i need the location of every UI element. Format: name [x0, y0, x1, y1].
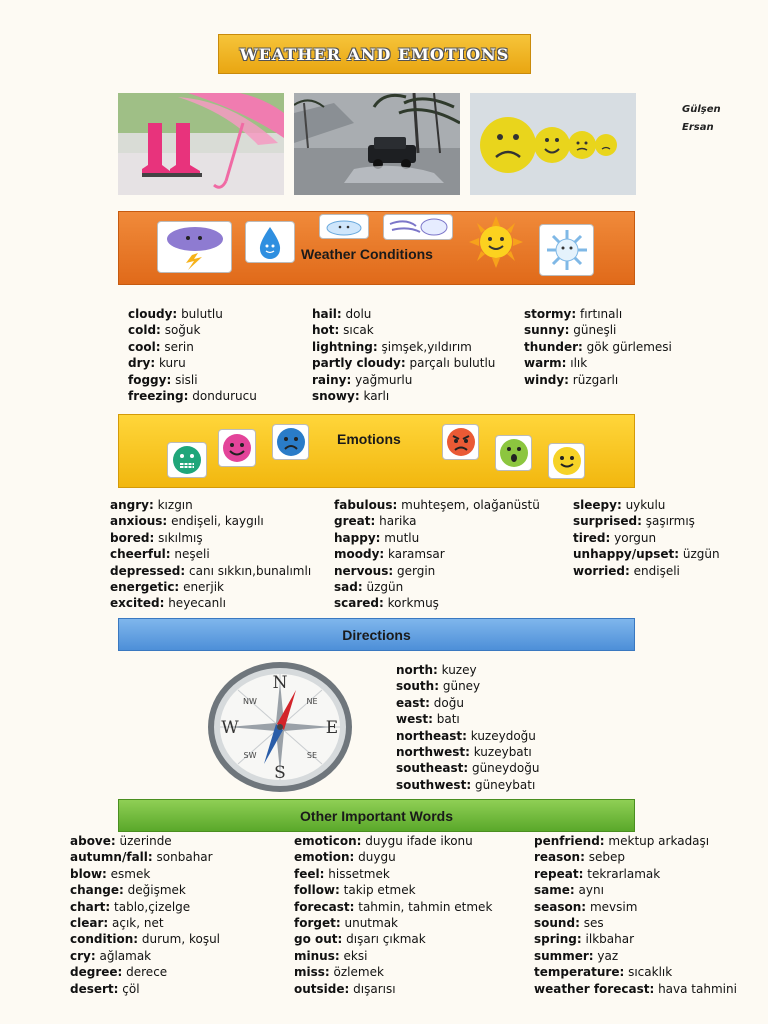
- author-first-name: Gülşen: [682, 104, 721, 115]
- list-item: bored: sıkılmış: [110, 530, 203, 545]
- compass-n: N: [272, 673, 288, 693]
- list-item: excited: heyecanlı: [110, 596, 226, 611]
- partly-cloudy-icon: [319, 214, 369, 239]
- list-item: lightning: şimşek,yıldırım: [312, 339, 472, 354]
- emotions-column-1: [110, 497, 311, 612]
- list-item: east: doğu: [396, 695, 464, 710]
- weather-conditions-title: Weather Conditions: [301, 246, 433, 262]
- other-words-column-2: [294, 833, 492, 997]
- page-title-box: [218, 34, 531, 74]
- emotion-balls-photo: [470, 93, 636, 195]
- other-words-column-3: [534, 833, 737, 997]
- list-item: hot: sıcak: [312, 323, 374, 338]
- snowflake-icon: [539, 224, 594, 276]
- list-item: temperature: sıcaklık: [534, 965, 673, 980]
- list-item: follow: takip etmek: [294, 883, 416, 898]
- list-item: cold: soğuk: [128, 323, 201, 338]
- list-item: chart: tablo,çizelge: [70, 899, 191, 914]
- list-item: thunder: gök gürlemesi: [524, 339, 672, 354]
- list-item: anxious: endişeli, kaygılı: [110, 514, 264, 529]
- list-item: warm: ılık: [524, 356, 588, 371]
- compass-se: SE: [306, 751, 318, 760]
- emotions-column-2: [334, 497, 540, 612]
- sad-blue-face-icon: [272, 424, 309, 460]
- nervous-face-icon: [167, 442, 207, 478]
- list-item: unhappy/upset: üzgün: [573, 547, 720, 562]
- emotions-title: Emotions: [337, 431, 401, 447]
- compass-icon: [206, 660, 354, 794]
- list-item: foggy: sisli: [128, 372, 198, 387]
- list-item: surprised: şaşırmış: [573, 514, 695, 529]
- list-item: south: güney: [396, 679, 481, 694]
- list-item: forget: unutmak: [294, 916, 398, 931]
- list-item: angry: kızgın: [110, 498, 193, 512]
- list-item: tired: yorgun: [573, 530, 657, 545]
- list-item: dry: kuru: [128, 356, 186, 371]
- list-item: same: aynı: [534, 883, 604, 898]
- angry-face-icon: [442, 424, 479, 460]
- list-item: southeast: güneydoğu: [396, 761, 540, 776]
- list-item: season: mevsim: [534, 899, 638, 914]
- list-item: desert: çöl: [70, 981, 140, 996]
- list-item: west: batı: [396, 712, 460, 727]
- list-item: sunny: güneşli: [524, 323, 617, 338]
- list-item: partly cloudy: parçalı bulutlu: [312, 356, 496, 371]
- list-item: go out: dışarı çıkmak: [294, 932, 426, 947]
- weather-column-3: [524, 306, 672, 388]
- thunderstorm-cloud-icon: [157, 221, 232, 273]
- compass-s: S: [274, 763, 286, 783]
- list-item: above: üzerinde: [70, 834, 172, 848]
- list-item: clear: açık, net: [70, 916, 164, 931]
- list-item: rainy: yağmurlu: [312, 372, 413, 387]
- wind-cloud-icon: [383, 214, 453, 240]
- list-item: cloudy: bulutlu: [128, 307, 223, 321]
- weather-column-1: [128, 306, 257, 404]
- other-words-banner: [118, 799, 635, 832]
- list-item: cool: serin: [128, 339, 194, 354]
- list-item: condition: durum, koşul: [70, 932, 221, 947]
- list-item: southwest: güneybatı: [396, 777, 536, 792]
- list-item: nervous: gergin: [334, 563, 436, 578]
- list-item: worried: endişeli: [573, 563, 680, 578]
- list-item: stormy: fırtınalı: [524, 307, 623, 321]
- directions-banner: [118, 618, 635, 651]
- raindrop-icon: [245, 221, 295, 263]
- list-item: depressed: canı sıkkın,bunalımlı: [110, 563, 312, 578]
- list-item: repeat: tekrarlamak: [534, 866, 661, 881]
- list-item: feel: hissetmek: [294, 866, 390, 881]
- list-item: hail: dolu: [312, 307, 372, 321]
- list-item: energetic: enerjik: [110, 580, 224, 595]
- author-last-name: Ersan: [682, 122, 714, 133]
- storm-car-photo: [294, 93, 460, 195]
- list-item: emotion: duygu: [294, 850, 396, 865]
- other-words-title: Other Important Words: [300, 807, 453, 824]
- list-item: change: değişmek: [70, 883, 186, 898]
- compass-ne: NE: [306, 697, 318, 706]
- list-item: northeast: kuzeydoğu: [396, 728, 536, 743]
- list-item: minus: eksi: [294, 948, 368, 963]
- list-item: forecast: tahmin, tahmin etmek: [294, 899, 493, 914]
- list-item: cheerful: neşeli: [110, 547, 210, 562]
- list-item: emoticon: duygu ifade ikonu: [294, 834, 473, 848]
- page-title: WEATHER AND EMOTIONS: [239, 44, 510, 64]
- compass-nw: NW: [243, 697, 257, 706]
- compass-sw: SW: [243, 751, 257, 760]
- surprised-face-icon: [495, 435, 532, 471]
- rain-boots-umbrella-photo: [118, 93, 284, 195]
- other-words-column-1: [70, 833, 220, 997]
- list-item: miss: özlemek: [294, 965, 384, 980]
- list-item: reason: sebep: [534, 850, 625, 865]
- list-item: northwest: kuzeybatı: [396, 745, 532, 760]
- directions-title: Directions: [342, 626, 411, 643]
- list-item: summer: yaz: [534, 948, 619, 963]
- list-item: blow: esmek: [70, 866, 151, 881]
- list-item: north: kuzey: [396, 663, 477, 677]
- list-item: great: harika: [334, 514, 417, 529]
- list-item: outside: dışarısı: [294, 981, 396, 996]
- directions-list: [396, 662, 539, 793]
- happy-pink-face-icon: [218, 429, 256, 467]
- list-item: scared: korkmuş: [334, 596, 439, 611]
- emotions-column-3: [573, 497, 720, 579]
- list-item: windy: rüzgarlı: [524, 372, 619, 387]
- sun-icon: [468, 216, 524, 268]
- weather-column-2: [312, 306, 495, 404]
- list-item: sad: üzgün: [334, 580, 404, 595]
- list-item: degree: derece: [70, 965, 168, 980]
- list-item: penfriend: mektup arkadaşı: [534, 834, 710, 848]
- list-item: fabulous: muhteşem, olağanüstü: [334, 498, 540, 512]
- author-name: [682, 101, 742, 137]
- list-item: spring: ilkbahar: [534, 932, 635, 947]
- compass-e: E: [325, 718, 339, 738]
- list-item: autumn/fall: sonbahar: [70, 850, 213, 865]
- list-item: weather forecast: hava tahmini: [534, 981, 737, 996]
- list-item: cry: ağlamak: [70, 948, 152, 963]
- list-item: sleepy: uykulu: [573, 498, 666, 512]
- list-item: freezing: dondurucu: [128, 389, 257, 404]
- list-item: moody: karamsar: [334, 547, 445, 562]
- list-item: sound: ses: [534, 916, 604, 931]
- smiling-yellow-face-icon: [548, 443, 585, 479]
- list-item: snowy: karlı: [312, 389, 390, 404]
- list-item: happy: mutlu: [334, 530, 420, 545]
- compass-w: W: [221, 718, 239, 738]
